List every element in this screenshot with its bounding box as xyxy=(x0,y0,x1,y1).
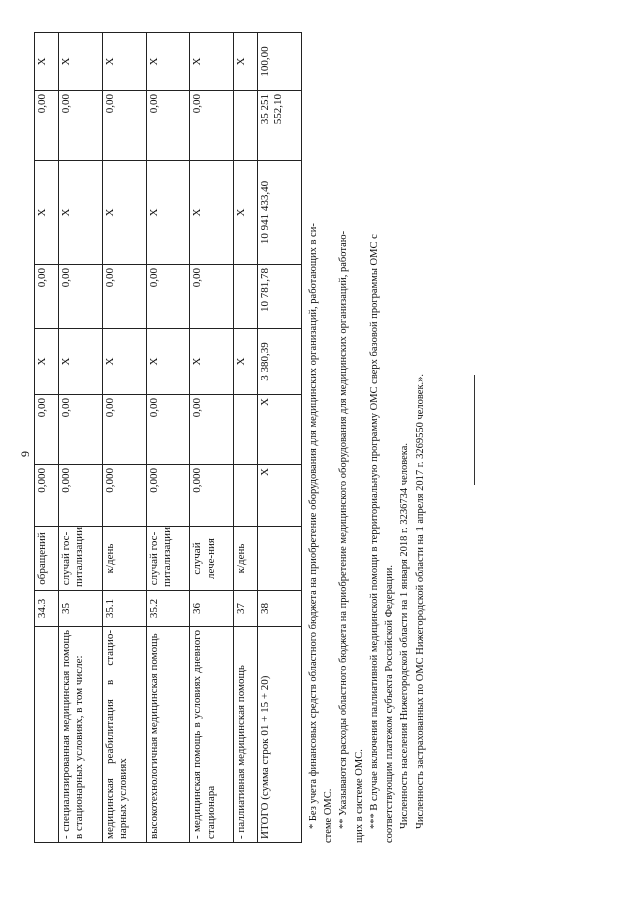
table-row xyxy=(35,33,59,843)
table-cell: 0,00 xyxy=(190,91,234,161)
table-cell: 34.3 xyxy=(35,591,59,627)
table-cell: 38 xyxy=(258,591,302,627)
table-cell: 0,00 xyxy=(59,395,103,465)
table-cell: 0,00 xyxy=(102,265,146,329)
table-cell: X xyxy=(234,161,258,265)
table-row xyxy=(102,33,146,843)
table-cell: 0,00 xyxy=(146,91,190,161)
footnote-3: *** В случае включения паллиативной медицинской помощи в территориальную программу ОМС сверх базовой программы ОМС с xyxy=(368,234,380,829)
footnote-3-cont: соответствующим платежом субъекта Российской Федерации. xyxy=(384,565,396,843)
table-cell xyxy=(234,395,258,465)
table-cell: 0,000 xyxy=(146,465,190,527)
table-cell: ИТОГО (сумма строк 01 + 15 + 20) xyxy=(258,627,302,843)
table-row xyxy=(146,33,190,843)
table-cell: 10 941 433,40 xyxy=(258,161,302,265)
table-cell: X xyxy=(258,395,302,465)
table-cell: 0,00 xyxy=(35,265,59,329)
table-cell: X xyxy=(190,33,234,91)
footnote-2-cont: щих в системе ОМС. xyxy=(353,749,365,843)
footnotes xyxy=(306,23,428,843)
table-cell: 0,00 xyxy=(146,395,190,465)
table-cell: X xyxy=(102,33,146,91)
table-cell xyxy=(35,627,59,843)
table-cell: случай гос-питализации xyxy=(146,527,190,591)
table-cell xyxy=(234,91,258,161)
table-cell: 36 xyxy=(190,591,234,627)
table-cell: 0,00 xyxy=(59,265,103,329)
insured-note: Численность застрахованных по ОМС Нижегородской области на 1 апреля 2017 г. 3269550 человек.». xyxy=(414,373,426,829)
table-cell xyxy=(258,527,302,591)
table-cell: высокотехнологичная медицинская помощь xyxy=(146,627,190,843)
table-cell: X xyxy=(258,465,302,527)
table-cell: случай гос-питализации xyxy=(59,527,103,591)
table-cell: 10 781,78 xyxy=(258,265,302,329)
table-cell xyxy=(234,265,258,329)
footnote-2: ** Указываются расходы областного бюджета на приобретение медицинского оборудования для медицинских организаций, работаю- xyxy=(338,230,350,829)
table-cell: X xyxy=(234,33,258,91)
table-cell: 0,00 xyxy=(146,265,190,329)
table-cell: 35.2 xyxy=(146,591,190,627)
footnote-1-cont: стеме ОМС. xyxy=(323,788,335,843)
table-cell: X xyxy=(190,329,234,395)
table-cell: X xyxy=(102,161,146,265)
table-cell: 0,00 xyxy=(59,91,103,161)
table-cell: X xyxy=(146,33,190,91)
table-row xyxy=(190,33,234,843)
table-row xyxy=(258,33,302,843)
table-body xyxy=(35,33,302,843)
table-cell: 35.1 xyxy=(102,591,146,627)
table-cell: - медицинская помощь в условиях дневного стационара xyxy=(190,627,234,843)
table-cell: 0,00 xyxy=(190,395,234,465)
table-cell: X xyxy=(35,161,59,265)
table-cell: 35 xyxy=(59,591,103,627)
table-cell: - специализированная медицинская помощь в стационарных условиях, в том числе: xyxy=(59,627,103,843)
table-cell: 3 380,39 xyxy=(258,329,302,395)
table-cell: X xyxy=(190,161,234,265)
table-cell: 0,000 xyxy=(59,465,103,527)
table-cell: X xyxy=(59,33,103,91)
table-row xyxy=(59,33,103,843)
table-cell: медицинская реабилитация в стацио-нарных условиях xyxy=(102,627,146,843)
table-cell: X xyxy=(102,329,146,395)
table-cell: 0,00 xyxy=(102,395,146,465)
table-cell: 100,00 xyxy=(258,33,302,91)
separator-line xyxy=(474,375,475,485)
table-cell: к/день xyxy=(234,527,258,591)
table-cell: 0,00 xyxy=(35,395,59,465)
table-cell xyxy=(234,465,258,527)
table-cell: X xyxy=(59,161,103,265)
table-row xyxy=(234,33,258,843)
table-cell: 0,000 xyxy=(190,465,234,527)
table-cell: X xyxy=(59,329,103,395)
table-cell: 0,00 xyxy=(102,91,146,161)
table-cell: X xyxy=(146,329,190,395)
table-cell: обращений xyxy=(35,527,59,591)
table-cell: 0,000 xyxy=(35,465,59,527)
table-cell: X xyxy=(35,33,59,91)
table-cell: X xyxy=(146,161,190,265)
table-cell: к/день xyxy=(102,527,146,591)
table-cell: 0,000 xyxy=(102,465,146,527)
table-cell: - паллиативная медицинская помощь xyxy=(234,627,258,843)
table-cell: 37 xyxy=(234,591,258,627)
table-cell: X xyxy=(234,329,258,395)
table-cell: X xyxy=(35,329,59,395)
table-cell: 0,00 xyxy=(35,91,59,161)
page-number: 9 xyxy=(18,451,32,457)
table-cell: случай лече-ния xyxy=(190,527,234,591)
footnote-1: * Без учета финансовых средств областного бюджета на приобретение оборудования для медицинских организаций, работающих в си- xyxy=(308,223,319,829)
table-cell: 35 251 552,10 xyxy=(258,91,302,161)
population-note: Численность населения Нижегородской области на 1 января 2018 г. 3236734 человека. xyxy=(399,443,411,829)
table-cell: 0,00 xyxy=(190,265,234,329)
financing-table xyxy=(34,32,302,843)
